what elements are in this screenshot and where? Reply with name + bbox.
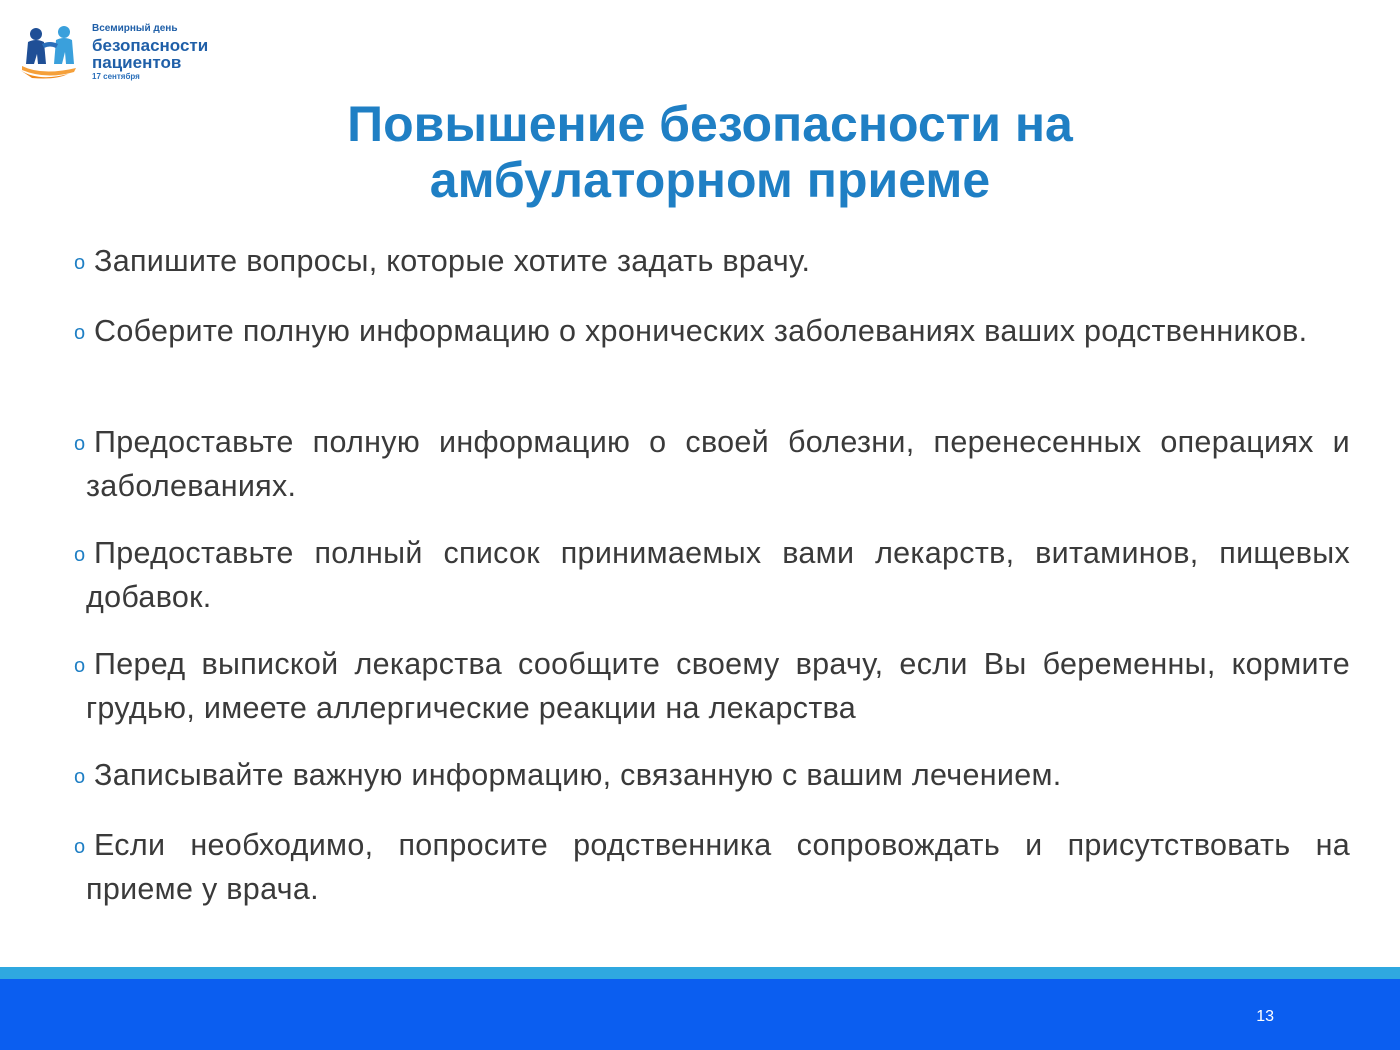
list-item-text: Запишите вопросы, которые хотите задать врачу. <box>94 244 811 278</box>
page-number: 13 <box>1256 1008 1274 1025</box>
list-item <box>74 754 1350 798</box>
list-item-text: Предоставьте полную информацию о своей болезни, перенесенных операциях и заболеваниях. <box>86 425 1350 503</box>
bullet-circle-icon: o <box>74 835 86 858</box>
logo-date: 17 сентября <box>92 72 140 81</box>
list-item <box>74 310 1350 354</box>
footer-stripe <box>0 967 1400 979</box>
logo-line-3: пациентов <box>92 53 182 72</box>
bullet-circle-icon: o <box>74 765 86 788</box>
list-item <box>74 421 1350 507</box>
title-line-2: амбулаторном приеме <box>429 152 991 208</box>
bullet-circle-icon: o <box>74 654 86 677</box>
list-item-text: Если необходимо, попросите родственника сопровождать и присутствовать на приеме у врача. <box>86 828 1350 906</box>
bullet-circle-icon: o <box>74 543 86 566</box>
list-item <box>74 240 1350 284</box>
people-hands-icon <box>18 22 84 82</box>
list-item <box>74 643 1350 729</box>
logo-text <box>92 24 208 81</box>
event-logo <box>18 18 258 88</box>
list-item-text: Записывайте важную информацию, связанную с вашим лечением. <box>94 758 1062 792</box>
bullet-circle-icon: o <box>74 321 86 344</box>
title-line-1: Повышение безопасности на <box>347 96 1073 152</box>
logo-line-2: безопасности <box>92 36 209 55</box>
list-item-text: Соберите полную информацию о хронических заболеваниях ваших родственников. <box>94 314 1308 348</box>
list-item <box>74 532 1350 618</box>
page-title <box>200 96 1220 208</box>
list-item-text: Предоставьте полный список принимаемых вами лекарств, витаминов, пищевых добавок. <box>86 536 1350 614</box>
bullet-circle-icon: o <box>74 251 86 274</box>
list-item-text: Перед выпиской лекарства сообщите своему врачу, если Вы беременны, кормите грудью, имеете аллергические реакции на лекарства <box>86 647 1350 725</box>
footer-band <box>0 979 1400 1050</box>
logo-line-1: Всемирный день <box>92 23 178 34</box>
bullet-circle-icon: o <box>74 432 86 455</box>
list-item <box>74 824 1350 910</box>
